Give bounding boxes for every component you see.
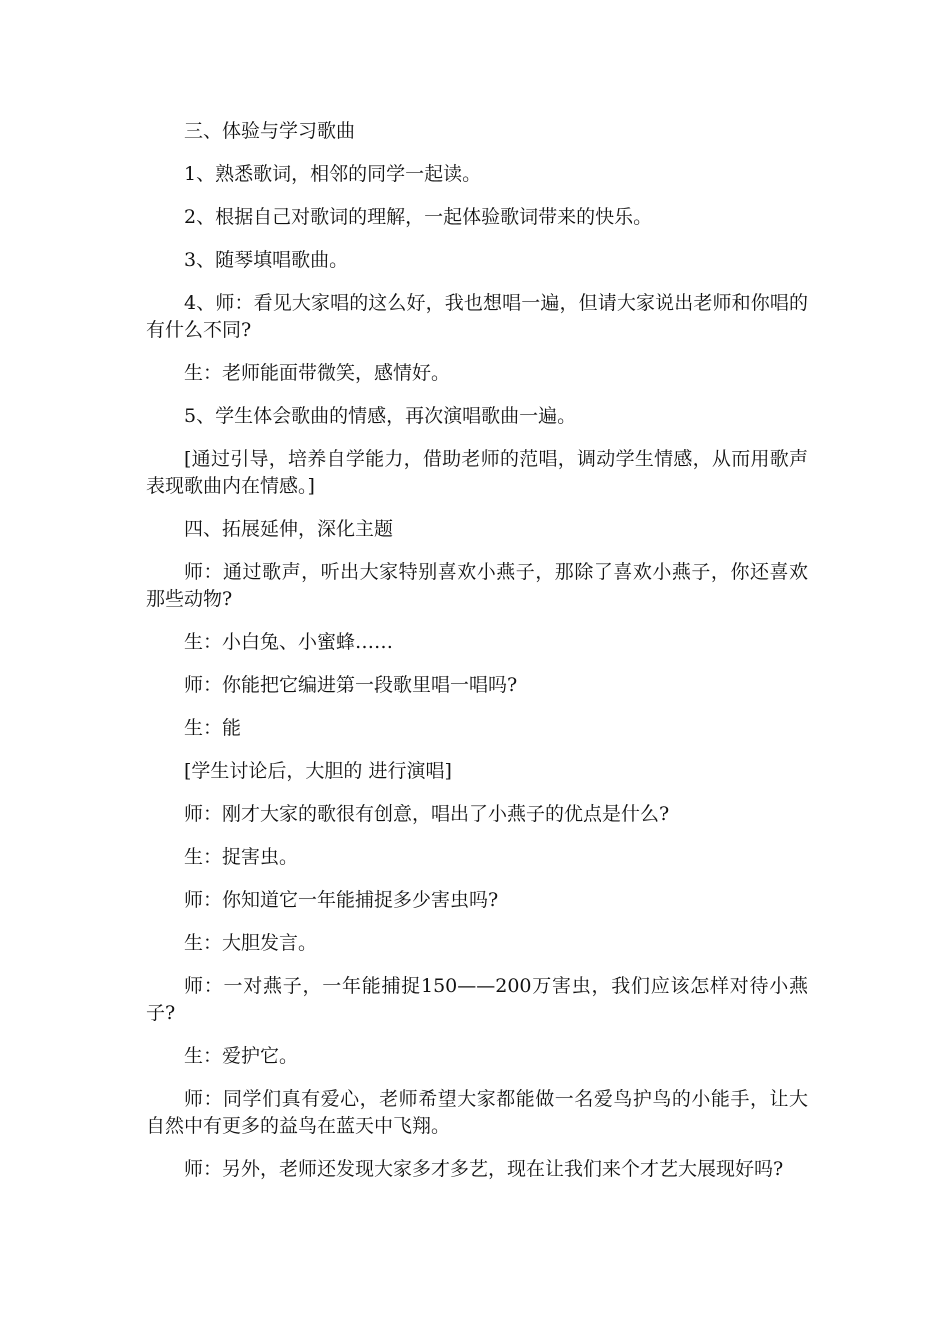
document-body xyxy=(146,118,808,1199)
annotation-paragraph: [学生讨论后，大胆的 进行演唱] xyxy=(184,760,452,782)
paragraph: 师：你能把它编进第一段歌里唱一唱吗? xyxy=(184,674,518,696)
paragraph: 师：一对燕子，一年能捕捉150——200万害虫，我们应该怎样对待小燕子? xyxy=(146,975,808,1024)
paragraph: 生：捉害虫。 xyxy=(184,846,299,868)
paragraph: 师：同学们真有爱心，老师希望大家都能做一名爱鸟护鸟的小能手，让大自然中有更多的益鸟在蓝天中飞翔。 xyxy=(146,1088,808,1137)
section-heading: 三、体验与学习歌曲 xyxy=(184,120,356,142)
paragraph: 生：爱护它。 xyxy=(184,1045,299,1067)
paragraph: 5、学生体会歌曲的情感，再次演唱歌曲一遍。 xyxy=(184,405,577,427)
paragraph: 师：你知道它一年能捕捉多少害虫吗? xyxy=(184,889,499,911)
paragraph: 师：通过歌声，听出大家特别喜欢小燕子，那除了喜欢小燕子，你还喜欢那些动物? xyxy=(146,561,808,610)
paragraph: 师：刚才大家的歌很有创意，唱出了小燕子的优点是什么? xyxy=(184,803,670,825)
section-heading: 四、拓展延伸，深化主题 xyxy=(184,518,394,540)
paragraph: 3、随琴填唱歌曲。 xyxy=(184,249,349,271)
paragraph: 1、熟悉歌词，相邻的同学一起读。 xyxy=(184,163,482,185)
paragraph: 生：大胆发言。 xyxy=(184,932,318,954)
paragraph: 2、根据自己对歌词的理解，一起体验歌词带来的快乐。 xyxy=(184,206,653,228)
paragraph: 生：小白兔、小蜜蜂…… xyxy=(184,631,394,653)
paragraph: 师：另外，老师还发现大家多才多艺，现在让我们来个才艺大展现好吗? xyxy=(184,1158,784,1180)
paragraph: 生：能 xyxy=(184,717,242,739)
annotation-paragraph: [通过引导，培养自学能力，借助老师的范唱，调动学生情感，从而用歌声表现歌曲内在情感。] xyxy=(146,448,808,497)
paragraph: 4、师：看见大家唱的这么好，我也想唱一遍，但请大家说出老师和你唱的有什么不同? xyxy=(146,292,808,341)
paragraph: 生：老师能面带微笑，感情好。 xyxy=(184,362,451,384)
